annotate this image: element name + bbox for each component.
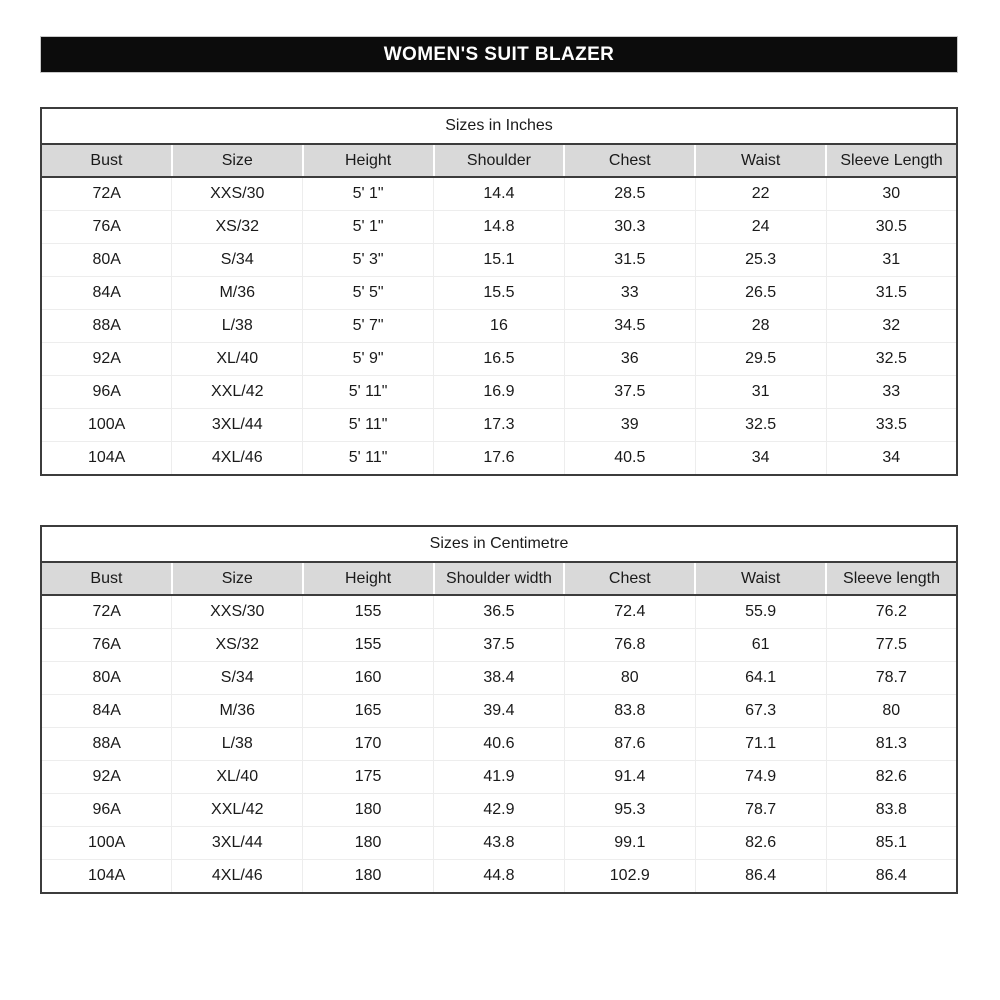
table-cell: 55.9 bbox=[695, 595, 826, 629]
table-cell: 86.4 bbox=[826, 860, 957, 894]
table-caption-row bbox=[41, 108, 957, 144]
table-cell: 29.5 bbox=[695, 343, 826, 376]
table-cell: 88A bbox=[41, 310, 172, 343]
table-cell: M/36 bbox=[172, 695, 303, 728]
table-cell: 95.3 bbox=[564, 794, 695, 827]
column-header: Chest bbox=[564, 562, 695, 595]
table-row bbox=[41, 695, 957, 728]
table-cell: 92A bbox=[41, 761, 172, 794]
table-cell: 34 bbox=[826, 442, 957, 476]
table-cell: 32 bbox=[826, 310, 957, 343]
table-row bbox=[41, 827, 957, 860]
table-cell: 16.5 bbox=[434, 343, 565, 376]
table-cell: XXS/30 bbox=[172, 177, 303, 211]
table-cell: 37.5 bbox=[434, 629, 565, 662]
table-cell: 64.1 bbox=[695, 662, 826, 695]
table-cell: 36.5 bbox=[434, 595, 565, 629]
table-row bbox=[41, 794, 957, 827]
table-cell: 96A bbox=[41, 794, 172, 827]
table-cell: 37.5 bbox=[564, 376, 695, 409]
table-cell: 30.5 bbox=[826, 211, 957, 244]
table-cell: 84A bbox=[41, 277, 172, 310]
table-cell: M/36 bbox=[172, 277, 303, 310]
table-cell: 175 bbox=[303, 761, 434, 794]
table-cell: 72.4 bbox=[564, 595, 695, 629]
table-cell: 31.5 bbox=[564, 244, 695, 277]
table-cell: 33 bbox=[564, 277, 695, 310]
table-cell: 78.7 bbox=[826, 662, 957, 695]
table-cell: 34 bbox=[695, 442, 826, 476]
table-row bbox=[41, 662, 957, 695]
table-cell: 102.9 bbox=[564, 860, 695, 894]
table-cell: 170 bbox=[303, 728, 434, 761]
column-header: Waist bbox=[695, 562, 826, 595]
column-header: Sleeve length bbox=[826, 562, 957, 595]
table-cell: 43.8 bbox=[434, 827, 565, 860]
table-cell: 5' 1" bbox=[303, 177, 434, 211]
table-cell: 15.1 bbox=[434, 244, 565, 277]
table-row bbox=[41, 860, 957, 894]
table-cell: 34.5 bbox=[564, 310, 695, 343]
table-cell: 39.4 bbox=[434, 695, 565, 728]
table-cell: 96A bbox=[41, 376, 172, 409]
table-cell: 84A bbox=[41, 695, 172, 728]
table-cell: 80 bbox=[564, 662, 695, 695]
table-cell: 160 bbox=[303, 662, 434, 695]
table-cell: 104A bbox=[41, 860, 172, 894]
table-cell: 100A bbox=[41, 409, 172, 442]
column-header: Chest bbox=[564, 144, 695, 177]
table-cell: 88A bbox=[41, 728, 172, 761]
table-caption: Sizes in Centimetre bbox=[41, 526, 957, 562]
table-cell: 16.9 bbox=[434, 376, 565, 409]
table-row bbox=[41, 177, 957, 211]
table-cell: XXL/42 bbox=[172, 794, 303, 827]
table-caption: Sizes in Inches bbox=[41, 108, 957, 144]
table-cell: 80A bbox=[41, 244, 172, 277]
table-cell: 83.8 bbox=[826, 794, 957, 827]
table-cell: 28.5 bbox=[564, 177, 695, 211]
table-cell: 67.3 bbox=[695, 695, 826, 728]
table-cell: 14.4 bbox=[434, 177, 565, 211]
table-cell: 61 bbox=[695, 629, 826, 662]
table-cell: 36 bbox=[564, 343, 695, 376]
table-cell: 5' 1" bbox=[303, 211, 434, 244]
table-cell: 31 bbox=[695, 376, 826, 409]
table-cell: 5' 11" bbox=[303, 376, 434, 409]
table-cell: 42.9 bbox=[434, 794, 565, 827]
table-cell: 76A bbox=[41, 629, 172, 662]
table-cell: 71.1 bbox=[695, 728, 826, 761]
table-cell: XL/40 bbox=[172, 761, 303, 794]
table-cell: 5' 3" bbox=[303, 244, 434, 277]
table-header-row bbox=[41, 562, 957, 595]
table-row bbox=[41, 728, 957, 761]
table-cell: XXL/42 bbox=[172, 376, 303, 409]
table-cell: 85.1 bbox=[826, 827, 957, 860]
column-header: Size bbox=[172, 562, 303, 595]
table-cell: 14.8 bbox=[434, 211, 565, 244]
table-cell: 3XL/44 bbox=[172, 409, 303, 442]
table-caption-row bbox=[41, 526, 957, 562]
table-cell: 15.5 bbox=[434, 277, 565, 310]
table-cell: XS/32 bbox=[172, 211, 303, 244]
table-cell: 26.5 bbox=[695, 277, 826, 310]
table-cell: 24 bbox=[695, 211, 826, 244]
table-cell: 39 bbox=[564, 409, 695, 442]
column-header: Height bbox=[303, 144, 434, 177]
table-cell: 33.5 bbox=[826, 409, 957, 442]
table-row bbox=[41, 442, 957, 476]
table-cell: 100A bbox=[41, 827, 172, 860]
table-cell: 17.3 bbox=[434, 409, 565, 442]
column-header: Shoulder bbox=[434, 144, 565, 177]
table-cell: 25.3 bbox=[695, 244, 826, 277]
table-cell: S/34 bbox=[172, 244, 303, 277]
table-cell: 40.5 bbox=[564, 442, 695, 476]
table-row bbox=[41, 277, 957, 310]
column-header: Size bbox=[172, 144, 303, 177]
table-cell: 165 bbox=[303, 695, 434, 728]
table-cell: 40.6 bbox=[434, 728, 565, 761]
table-row bbox=[41, 409, 957, 442]
table-cell: 4XL/46 bbox=[172, 860, 303, 894]
table-cell: 91.4 bbox=[564, 761, 695, 794]
table-cell: 76A bbox=[41, 211, 172, 244]
table-cell: 74.9 bbox=[695, 761, 826, 794]
table-cell: S/34 bbox=[172, 662, 303, 695]
table-cell: 5' 11" bbox=[303, 409, 434, 442]
table-cell: L/38 bbox=[172, 310, 303, 343]
table-cell: 41.9 bbox=[434, 761, 565, 794]
table-cell: 83.8 bbox=[564, 695, 695, 728]
table-cell: XL/40 bbox=[172, 343, 303, 376]
table-cell: 5' 9" bbox=[303, 343, 434, 376]
table-cell: 82.6 bbox=[695, 827, 826, 860]
table-row bbox=[41, 244, 957, 277]
table-cell: 81.3 bbox=[826, 728, 957, 761]
table-cell: 87.6 bbox=[564, 728, 695, 761]
size-table-inches bbox=[40, 107, 958, 476]
table-cell: 33 bbox=[826, 376, 957, 409]
table-cell: 28 bbox=[695, 310, 826, 343]
table-row bbox=[41, 595, 957, 629]
page-title: WOMEN'S SUIT BLAZER bbox=[383, 43, 615, 65]
table-cell: L/38 bbox=[172, 728, 303, 761]
table-cell: 72A bbox=[41, 177, 172, 211]
table-cell: 4XL/46 bbox=[172, 442, 303, 476]
table-cell: 5' 5" bbox=[303, 277, 434, 310]
table-cell: XXS/30 bbox=[172, 595, 303, 629]
table-cell: 31.5 bbox=[826, 277, 957, 310]
table-cell: 180 bbox=[303, 794, 434, 827]
column-header: Bust bbox=[41, 562, 172, 595]
title-bar bbox=[40, 36, 958, 73]
table-cell: 44.8 bbox=[434, 860, 565, 894]
size-table-centimetre bbox=[40, 525, 958, 894]
table-cell: XS/32 bbox=[172, 629, 303, 662]
table-cell: 32.5 bbox=[826, 343, 957, 376]
table-cell: 16 bbox=[434, 310, 565, 343]
table-row bbox=[41, 376, 957, 409]
table-row bbox=[41, 211, 957, 244]
table-cell: 104A bbox=[41, 442, 172, 476]
table-cell: 30.3 bbox=[564, 211, 695, 244]
table-cell: 32.5 bbox=[695, 409, 826, 442]
column-header: Shoulder width bbox=[434, 562, 565, 595]
table-cell: 17.6 bbox=[434, 442, 565, 476]
table-cell: 180 bbox=[303, 827, 434, 860]
table-cell: 5' 11" bbox=[303, 442, 434, 476]
table-row bbox=[41, 629, 957, 662]
table-row bbox=[41, 761, 957, 794]
table-cell: 78.7 bbox=[695, 794, 826, 827]
table-cell: 77.5 bbox=[826, 629, 957, 662]
table-cell: 72A bbox=[41, 595, 172, 629]
table-cell: 155 bbox=[303, 595, 434, 629]
table-cell: 5' 7" bbox=[303, 310, 434, 343]
table-cell: 22 bbox=[695, 177, 826, 211]
table-cell: 92A bbox=[41, 343, 172, 376]
table-cell: 155 bbox=[303, 629, 434, 662]
table-cell: 180 bbox=[303, 860, 434, 894]
column-header: Bust bbox=[41, 144, 172, 177]
table-cell: 99.1 bbox=[564, 827, 695, 860]
table-cell: 31 bbox=[826, 244, 957, 277]
table-row bbox=[41, 310, 957, 343]
table-cell: 86.4 bbox=[695, 860, 826, 894]
table-cell: 80 bbox=[826, 695, 957, 728]
table-cell: 38.4 bbox=[434, 662, 565, 695]
table-cell: 3XL/44 bbox=[172, 827, 303, 860]
table-row bbox=[41, 343, 957, 376]
table-cell: 30 bbox=[826, 177, 957, 211]
table-cell: 82.6 bbox=[826, 761, 957, 794]
table-cell: 80A bbox=[41, 662, 172, 695]
column-header: Waist bbox=[695, 144, 826, 177]
column-header: Height bbox=[303, 562, 434, 595]
table-header-row bbox=[41, 144, 957, 177]
table-cell: 76.2 bbox=[826, 595, 957, 629]
table-cell: 76.8 bbox=[564, 629, 695, 662]
column-header: Sleeve Length bbox=[826, 144, 957, 177]
